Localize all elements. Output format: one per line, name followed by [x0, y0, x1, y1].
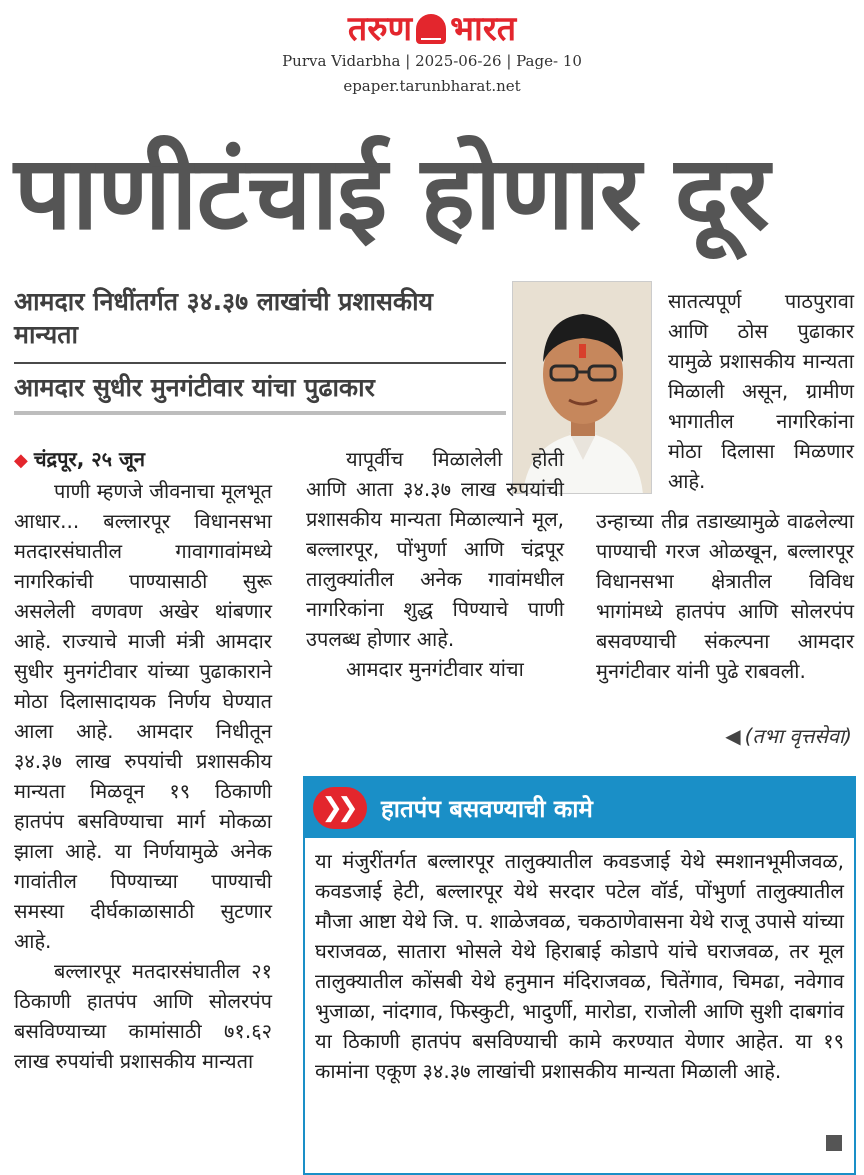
masthead: [0, 9, 864, 96]
newspaper-logo[interactable]: [347, 9, 517, 49]
article-paragraph: यापूर्वीच मिळालेली होती आणि आता ३४.३७ लाख रुपयांची प्रशासकीय मान्यता मिळाल्याने मूल, बल्लारपूर, पोंभुर्णा आणि चंद्रपूर तालुक्यांतील अनेक गावांमधील नागरिकांना शुद्ध पिण्याचे पाणी उपलब्ध होणार आहे.: [306, 447, 564, 651]
box-body: या मंजुरींतर्गत बल्लारपूर तालुक्यातील कवडजाई येथे स्मशानभूमीजवळ, कवडजाई हेटी, बल्लारपूर येथे सरदार पटेल वॉर्ड, पोंभुर्णा तालुक्यातील मौजा आष्टा येथे जि. प. शाळेजवळ, चकठाणेवासना येथे राजू उपासे यांच्या घराजवळ, सातारा भोसले येथे हिराबाई कोडापे यांचे घराजवळ, तर मूल तालुक्यातील कोंसबी येथे हनुमान मंदिराजवळ, चितेंगाव, चिमढा, नवेगाव भुजाळा, नांदगाव, फिस्कुटी, भादुर्णी, मारोडा, राजोली आणि सुशी दाबगांव या ठिकाणी हातपंप बसविण्याची कामे करण्यात येणार आहेत. या १९ कामांना एकूण ३४.३७ लाखांची प्रशासकीय मान्यता मिळाली आहे.: [315, 849, 844, 1083]
subheadline-secondary: आमदार सुधीर मुनगंटीवार यांचा पुढाकार: [14, 373, 375, 402]
article-column-2: [306, 444, 564, 684]
article-paragraph: पाणी म्हणजे जीवनाचा मूलभूत आधार... बल्लारपूर विधानसभा मतदारसंघातील गावागावांमध्ये नागरिकांची पाण्यासाठी सुरू असलेली वणवण अखेर थांबणार आहे. राज्याचे माजी मंत्री आमदार सुधीर मुनगंटीवार यांच्या पुढाकाराने मोठा दिलासादायक निर्णय घेण्यात आला आहे. आमदार निधीतून ३४.३७ लाख रुपयांची प्रशासकीय मान्यता मिळवून १९ ठिकाणी हातपंप बसविण्याचा मार्ग मोकळा झाला आहे. या निर्णयामुळे अनेक गावांतील पिण्याच्या पाण्याची समस्या दीर्घकाळासाठी सुटणार आहे.: [14, 479, 272, 953]
box-header: [305, 778, 854, 838]
logo-text-left: तरुण: [347, 9, 413, 49]
logo-text-right: भारत: [450, 9, 517, 49]
page-headline: पाणीटंचाई होणार दूर: [14, 134, 769, 253]
divider: [14, 362, 506, 364]
left-triangle-icon: ◀: [725, 724, 741, 748]
article-paragraph: उन्हाच्या तीव्र तडाख्यामुळे वाढलेल्या पाण्याची गरज ओळखून, बल्लारपूर विधानसभा क्षेत्रातील विविध भागांमध्ये हातपंप आणि सोलरपंप बसवण्याची संकल्पना आमदार मुनगंटीवार यांनी पुढे राबवली.: [596, 509, 854, 683]
article-paragraph: बल्लारपूर मतदारसंघातील २१ ठिकाणी हातपंप आणि सोलरपंप बसविण्याच्या कामांसाठी ७१.६२ लाख रुपयांची प्रशासकीय मान्यता: [14, 959, 272, 1073]
article-column-1: [14, 444, 272, 1076]
article-paragraph: सातत्यपूर्ण पाठपुरावा आणि ठोस पुढाकार यामुळे प्रशासकीय मान्यता मिळाली असून, ग्रामीण भागातील नागरिकांना मोठा दिलासा मिळणार आहे.: [668, 289, 854, 493]
sidebar-box: [303, 776, 856, 1175]
epaper-url[interactable]: epaper.tarunbharat.net: [343, 76, 521, 95]
end-square-icon: [826, 1135, 842, 1151]
article-column-3-top: [668, 286, 854, 496]
article-paragraph: आमदार मुनगंटीवार यांचा: [346, 657, 524, 681]
credit-text: (तभा वृत्तसेवा): [744, 724, 852, 748]
news-credit: [725, 722, 852, 749]
logo-emblem-icon: [416, 14, 446, 44]
dateline: चंद्रपूर, २५ जून: [33, 447, 145, 471]
divider: [14, 411, 506, 415]
subheadline-primary: आमदार निधींतर्गत ३४.३७ लाखांची प्रशासकीय मान्यता: [14, 287, 434, 349]
double-chevron-icon: ❯❯: [313, 787, 367, 829]
box-title: हातपंप बसवण्याची कामे: [381, 794, 593, 823]
diamond-bullet-icon: ◆: [14, 450, 28, 471]
edition-meta: Purva Vidarbha | 2025-06-26 | Page- 10: [282, 52, 582, 70]
article-column-3-bottom: [596, 506, 854, 686]
